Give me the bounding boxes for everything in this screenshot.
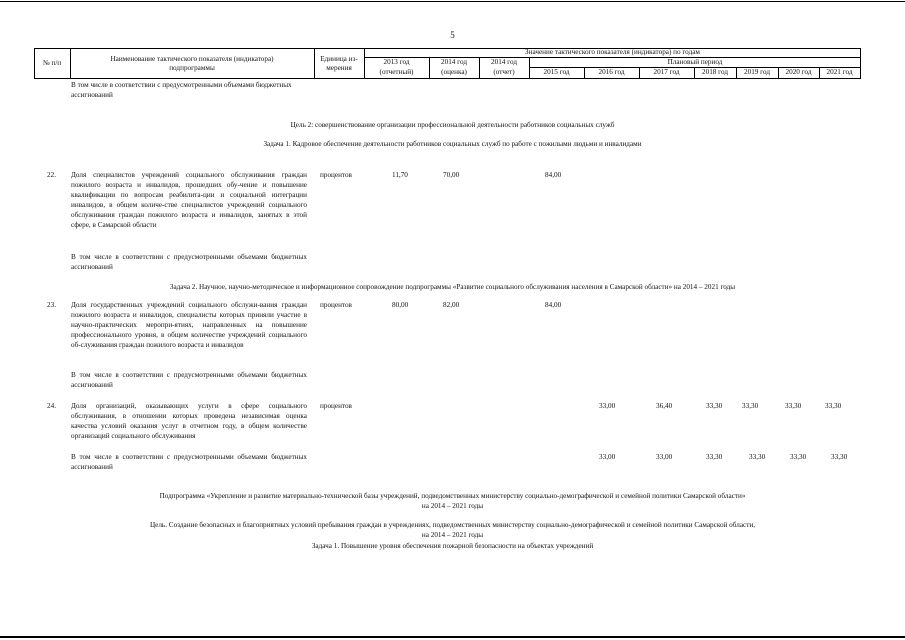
row-24-note-2019: 33,30 bbox=[749, 453, 766, 461]
year-2019: 2019 год bbox=[744, 68, 770, 77]
plan-period-header: Плановый период bbox=[667, 57, 723, 66]
row-23-unit: процентов bbox=[320, 301, 352, 309]
subprogram-years: на 2014 – 2021 годы bbox=[421, 502, 484, 510]
row-22-number: 22. bbox=[47, 171, 56, 179]
row-24-2016: 33,00 bbox=[599, 402, 616, 410]
row-23-note: В том числе в соответствии с предусмотренными объемами бюджетных ассигнований bbox=[71, 371, 307, 389]
year-2014-report: 2014 год bbox=[491, 57, 517, 66]
col-name-header: Наименование тактического показателя (индикатора) подпрограммы bbox=[110, 55, 274, 72]
row-24-2020: 33,30 bbox=[785, 402, 802, 410]
row-22-2014-report: 84,00 bbox=[545, 171, 562, 179]
year-2016: 2016 год bbox=[598, 68, 625, 77]
col-number-header: № п/п bbox=[42, 59, 62, 68]
goal-2-heading: Цель 2: совершенствование организации профессиональной деятельности работников социальных служб bbox=[290, 121, 615, 129]
year-2015: 2015 год bbox=[543, 68, 570, 77]
subprogram-goal: Цель. Создание безопасных и благоприятных условий пребывания граждан в учреждениях, подведомственных министерству социально-демографической и семейной политики Самарской области, bbox=[149, 521, 756, 529]
year-2013-note: (отчетный) bbox=[379, 68, 414, 77]
table-header bbox=[34, 48, 861, 79]
col-values-header: Значение тактического показателя (индикатора) по годам bbox=[525, 48, 700, 57]
row-22-2013: 11,70 bbox=[392, 171, 408, 179]
col-unit-header: Единица из-мерения bbox=[320, 55, 358, 72]
page-number: 5 bbox=[450, 30, 455, 40]
row-22-2014-estimate: 70,00 bbox=[443, 171, 460, 179]
year-2014-estimate-note: (оценка) bbox=[441, 68, 467, 77]
year-2014-report-note: (отчет) bbox=[493, 68, 515, 77]
row-22-unit: процентов bbox=[320, 171, 352, 179]
year-2014-estimate: 2014 год bbox=[441, 57, 467, 66]
row-24-2017: 36,40 bbox=[656, 402, 673, 410]
row-23-number: 23. bbox=[47, 301, 56, 309]
row-22-note: В том числе в соответствии с предусмотренными объемами бюджетных ассигнований bbox=[71, 253, 307, 271]
row-24-name: Доля организаций, оказывающих услуги в сфере социального обслуживания, в отношении которых проведена независимая оценка качества условий оказания услуг в отчетном году, в общем количестве организаций социального обслуживания bbox=[71, 402, 307, 440]
row-24-note-2016: 33,00 bbox=[599, 453, 616, 461]
task-2-heading: Задача 2. Научное, научно-методическое и информационное сопровождение подпрограммы «Развитие социального обслуживания населения в Самарской области» на 2014 – 2021 годы bbox=[169, 283, 736, 291]
row-23-name: Доля государственных учреждений социального обслужи-вания граждан пожилого возраста и инвалидов, специалисты которых приняли участие в научно-практических меропри-ятиях, направленных на повышение профессионального уровня, в общем количестве учреждений социального об-служивания граждан пожилого возраста и инвалидов bbox=[71, 301, 307, 349]
row-23-2014-report: 84,00 bbox=[545, 301, 562, 309]
row-24-note-2020: 33,30 bbox=[790, 453, 807, 461]
row-24-note: В том числе в соответствии с предусмотренными объемами бюджетных ассигнований bbox=[71, 453, 307, 471]
subprogram-goal-years: на 2014 – 2021 годы bbox=[421, 531, 484, 539]
row-24-note-2017: 33,00 bbox=[656, 453, 673, 461]
row-24-2018: 33,30 bbox=[706, 402, 723, 410]
year-2018: 2018 год bbox=[702, 68, 728, 77]
row-23-2013: 80,00 bbox=[392, 301, 409, 309]
row-22-name: Доля специалистов учреждений социального обслуживания граждан пожилого возраста и инвалидов, прошедших обу-чение и повышение квалификации по вопросам реабилита-ции и социальной интеграции инвалидов, в общем количе-стве специалистов учреждений социального обслуживания граждан пожилого возраста и инвалидов, занятых в этой сфере, в Самарской области bbox=[71, 171, 307, 229]
row-24-number: 24. bbox=[47, 402, 56, 410]
row-24-note-2021: 33,30 bbox=[831, 453, 848, 461]
bottom-border bbox=[0, 636, 905, 638]
year-2013: 2013 год bbox=[383, 57, 410, 66]
row-24-2021: 33,30 bbox=[825, 402, 842, 410]
year-2020: 2020 год bbox=[785, 68, 812, 77]
row-24-note-2018: 33,30 bbox=[706, 453, 723, 461]
row-23-2014-estimate: 82,00 bbox=[443, 301, 460, 309]
year-2017: 2017 год bbox=[653, 68, 680, 77]
top-note: В том числе в соответствии с предусмотренными объемами бюджетных ассигнований bbox=[71, 81, 292, 99]
task-1-heading: Задача 1. Кадровое обеспечение деятельности работников социальных служб по работе с пожилыми людьми и инвалидами bbox=[263, 140, 642, 148]
subprogram-title: Подпрограмма «Укрепление и развитие материально-технической базы учреждений, подведомственных министерству социально-демографической и семейной политики Самарской области» bbox=[159, 492, 746, 500]
row-24-2019: 33,30 bbox=[742, 402, 759, 410]
subprogram-task-1: Задача 1. Повышение уровня обеспечения пожарной безопасности на объектах учреждений bbox=[311, 542, 594, 550]
top-border bbox=[0, 1, 905, 2]
year-2021: 2021 год bbox=[826, 68, 853, 77]
row-24-unit: процентов bbox=[320, 402, 352, 410]
